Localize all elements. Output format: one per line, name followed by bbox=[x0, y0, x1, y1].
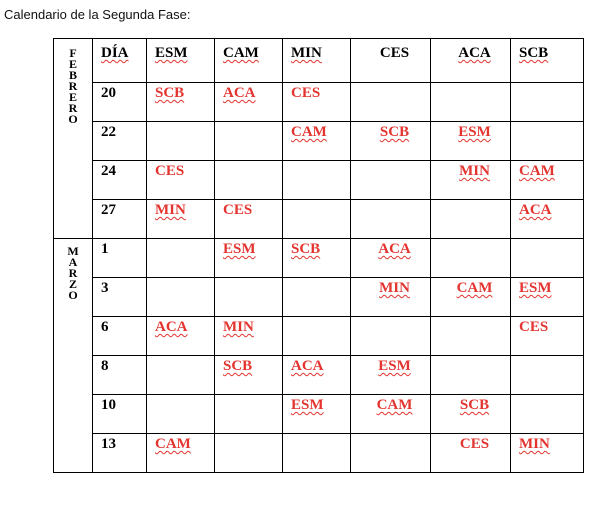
schedule-cell bbox=[215, 122, 283, 161]
month-cell-febrero bbox=[54, 39, 93, 239]
schedule-cell bbox=[351, 161, 431, 200]
schedule-cell bbox=[147, 395, 215, 434]
day-number: 8 bbox=[101, 358, 109, 374]
table-caption: Calendario de la Segunda Fase: bbox=[4, 7, 191, 22]
schedule-cell bbox=[431, 122, 511, 161]
assignment-code: ESM bbox=[519, 280, 552, 296]
schedule-cell bbox=[147, 122, 215, 161]
assignment-code: ESM bbox=[378, 358, 411, 374]
schedule-cell bbox=[147, 161, 215, 200]
assignment-code: CAM bbox=[155, 436, 191, 452]
column-header-aca: ACA bbox=[431, 39, 511, 83]
table-row bbox=[54, 395, 584, 434]
assignment-code: SCB bbox=[155, 85, 185, 101]
schedule-cell bbox=[215, 395, 283, 434]
schedule-cell bbox=[283, 356, 351, 395]
month-label-febrero: F E B R E R O bbox=[68, 46, 78, 126]
schedule-cell bbox=[351, 122, 431, 161]
schedule-cell bbox=[283, 317, 351, 356]
schedule-cell bbox=[283, 161, 351, 200]
schedule-cell bbox=[215, 317, 283, 356]
schedule-cell bbox=[351, 434, 431, 473]
assignment-code: ACA bbox=[223, 85, 256, 101]
schedule-cell bbox=[511, 278, 584, 317]
day-number: 24 bbox=[101, 163, 116, 179]
assignment-code: CAM bbox=[456, 280, 493, 296]
schedule-cell bbox=[351, 239, 431, 278]
assignment-code: ACA bbox=[291, 358, 324, 374]
schedule-cell bbox=[147, 83, 215, 122]
day-number: 20 bbox=[101, 85, 116, 101]
schedule-cell bbox=[431, 395, 511, 434]
day-cell bbox=[93, 200, 147, 239]
schedule-cell bbox=[511, 434, 584, 473]
schedule-cell bbox=[283, 239, 351, 278]
day-number: 22 bbox=[101, 124, 116, 140]
schedule-cell bbox=[283, 434, 351, 473]
assignment-code: ESM bbox=[223, 241, 256, 257]
day-number: 13 bbox=[101, 436, 116, 452]
schedule-cell bbox=[511, 122, 584, 161]
assignment-code: CES bbox=[519, 319, 549, 335]
schedule-cell bbox=[431, 278, 511, 317]
assignment-code: MIN bbox=[155, 202, 186, 218]
schedule-cell bbox=[511, 239, 584, 278]
table-row bbox=[54, 83, 584, 122]
schedule-cell bbox=[431, 356, 511, 395]
schedule-cell bbox=[511, 200, 584, 239]
table-row bbox=[54, 239, 584, 278]
day-cell bbox=[93, 278, 147, 317]
schedule-cell bbox=[351, 317, 431, 356]
table-row bbox=[54, 278, 584, 317]
schedule-cell bbox=[351, 83, 431, 122]
month-label-marzo: M A R Z O bbox=[67, 244, 79, 302]
column-header-scb: SCB bbox=[511, 39, 584, 83]
assignment-code: SCB bbox=[223, 358, 253, 374]
assignment-code: MIN bbox=[223, 319, 254, 335]
day-number: 27 bbox=[101, 202, 116, 218]
schedule-cell bbox=[431, 200, 511, 239]
schedule-cell bbox=[215, 434, 283, 473]
schedule-cell bbox=[351, 278, 431, 317]
schedule-cell bbox=[351, 395, 431, 434]
assignment-code: ESM bbox=[458, 124, 491, 140]
schedule-cell bbox=[283, 122, 351, 161]
schedule-table bbox=[53, 38, 584, 473]
schedule-cell bbox=[283, 83, 351, 122]
schedule-cell bbox=[431, 317, 511, 356]
schedule-cell bbox=[351, 356, 431, 395]
schedule-cell bbox=[511, 83, 584, 122]
assignment-code: MIN bbox=[459, 163, 490, 179]
assignment-code: CAM bbox=[376, 397, 413, 413]
schedule-cell bbox=[283, 200, 351, 239]
schedule-cell bbox=[215, 278, 283, 317]
schedule-cell bbox=[215, 356, 283, 395]
schedule-cell bbox=[511, 161, 584, 200]
schedule-cell bbox=[431, 83, 511, 122]
table-row bbox=[54, 200, 584, 239]
table-row bbox=[54, 356, 584, 395]
column-header-cam: CAM bbox=[215, 39, 283, 83]
table-row bbox=[54, 161, 584, 200]
header-row bbox=[54, 39, 584, 83]
assignment-code: SCB bbox=[459, 397, 490, 413]
table-row bbox=[54, 122, 584, 161]
assignment-code: CES bbox=[459, 436, 490, 452]
day-cell bbox=[93, 317, 147, 356]
schedule-cell bbox=[511, 356, 584, 395]
schedule-cell bbox=[147, 317, 215, 356]
table-row bbox=[54, 434, 584, 473]
schedule-cell bbox=[215, 161, 283, 200]
day-number: 6 bbox=[101, 319, 109, 335]
schedule-cell bbox=[147, 356, 215, 395]
schedule-cell bbox=[511, 317, 584, 356]
table-row bbox=[54, 317, 584, 356]
column-header-min: MIN bbox=[283, 39, 351, 83]
schedule-cell bbox=[283, 395, 351, 434]
day-number: 3 bbox=[101, 280, 109, 296]
assignment-code: CES bbox=[291, 85, 321, 101]
schedule-cell bbox=[431, 239, 511, 278]
day-number: 1 bbox=[101, 241, 109, 257]
assignment-code: MIN bbox=[519, 436, 550, 452]
assignment-code: CES bbox=[223, 202, 253, 218]
schedule-cell bbox=[215, 200, 283, 239]
day-cell bbox=[93, 83, 147, 122]
day-cell bbox=[93, 122, 147, 161]
assignment-code: SCB bbox=[379, 124, 410, 140]
schedule-cell bbox=[147, 239, 215, 278]
assignment-code: ESM bbox=[291, 397, 324, 413]
schedule-cell bbox=[147, 200, 215, 239]
column-header-ces: CES bbox=[351, 39, 431, 83]
schedule-cell bbox=[511, 395, 584, 434]
day-cell bbox=[93, 356, 147, 395]
schedule-cell bbox=[215, 83, 283, 122]
assignment-code: MIN bbox=[379, 280, 410, 296]
day-cell bbox=[93, 239, 147, 278]
schedule-cell bbox=[215, 239, 283, 278]
assignment-code: CAM bbox=[291, 124, 327, 140]
assignment-code: ACA bbox=[378, 241, 411, 257]
column-header-esm: ESM bbox=[147, 39, 215, 83]
schedule-cell bbox=[283, 278, 351, 317]
day-cell bbox=[93, 434, 147, 473]
assignment-code: ACA bbox=[155, 319, 188, 335]
day-number: 10 bbox=[101, 397, 116, 413]
schedule-cell bbox=[147, 278, 215, 317]
assignment-code: ACA bbox=[519, 202, 552, 218]
schedule-cell bbox=[431, 161, 511, 200]
schedule-cell bbox=[351, 200, 431, 239]
month-cell-marzo bbox=[54, 239, 93, 473]
schedule-cell bbox=[147, 434, 215, 473]
day-cell bbox=[93, 395, 147, 434]
assignment-code: CES bbox=[155, 163, 185, 179]
schedule-cell bbox=[431, 434, 511, 473]
assignment-code: SCB bbox=[291, 241, 321, 257]
day-cell bbox=[93, 161, 147, 200]
day-column-header: DÍA bbox=[93, 39, 147, 83]
assignment-code: CAM bbox=[519, 163, 555, 179]
